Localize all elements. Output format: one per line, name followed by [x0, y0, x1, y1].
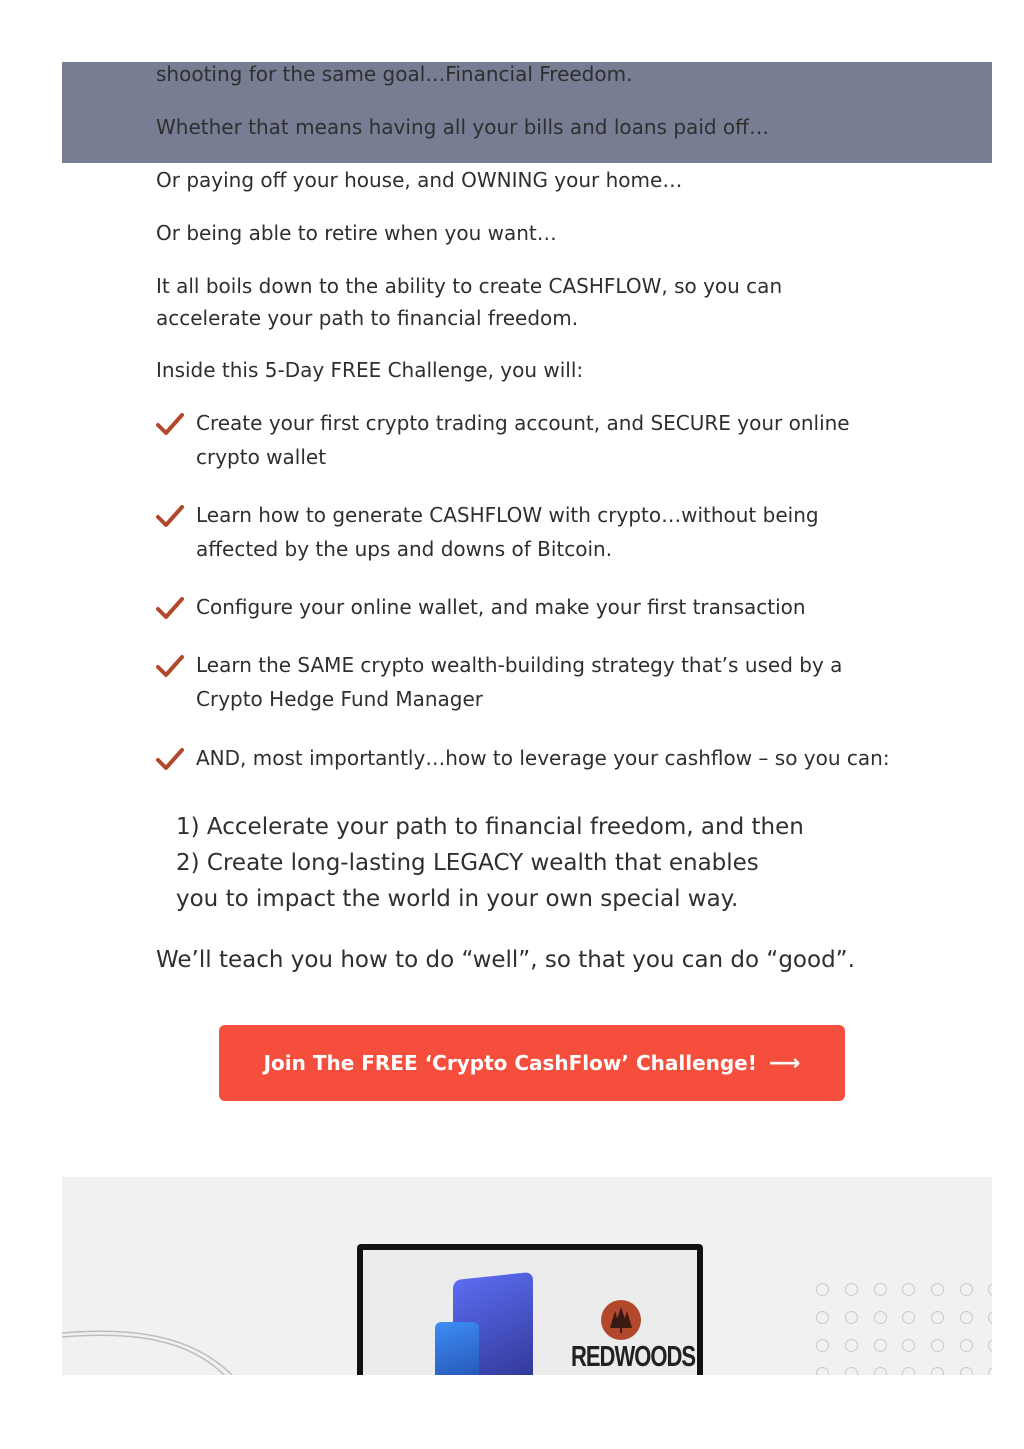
- intro-line-bills: Whether that means having all your bills and loans paid off…: [156, 115, 769, 139]
- join-challenge-label: Join The FREE ‘Crypto CashFlow’ Challenge!: [263, 1051, 757, 1075]
- checklist-item-text: AND, most importantly…how to leverage your cashflow – so you can:: [196, 746, 890, 770]
- intro-line-challenge: Inside this 5-Day FREE Challenge, you will:: [156, 358, 584, 382]
- sublist-item-legacy: 2) Create long-lasting LEGACY wealth that enables: [176, 850, 759, 876]
- laptop-mockup: [357, 1244, 703, 1375]
- checkmark-icon: [156, 596, 184, 620]
- checklist-item: [156, 741, 896, 775]
- join-challenge-button[interactable]: [219, 1025, 845, 1101]
- checkmark-icon: [156, 747, 184, 771]
- checklist-item-text: Configure your online wallet, and make your first transaction: [196, 595, 806, 619]
- redwoods-tree-logo-icon: [601, 1300, 641, 1340]
- checklist-item-text: Learn the SAME crypto wealth-building strategy that’s used by a Crypto Hedge Fund Manager: [196, 653, 843, 711]
- checkmark-icon: [156, 654, 184, 678]
- checkmark-icon: [156, 504, 184, 528]
- checklist-item: [156, 590, 896, 624]
- decorative-curve-lines: [62, 1317, 262, 1375]
- intro-line-cashflow: It all boils down to the ability to create CASHFLOW, so you can accelerate your path to financial freedom.: [156, 274, 783, 330]
- checkmark-icon: [156, 412, 184, 436]
- checklist-item-text: Create your first crypto trading account, and SECURE your online crypto wallet: [196, 411, 850, 469]
- checklist-item: [156, 406, 896, 474]
- checklist-item: [156, 498, 896, 566]
- intro-line-house: Or paying off your house, and OWNING your home…: [156, 168, 683, 192]
- intro-line-retire: Or being able to retire when you want…: [156, 221, 557, 245]
- laptop-screen: [363, 1250, 697, 1375]
- intro-line-goal: shooting for the same goal…Financial Freedom.: [156, 62, 633, 86]
- sublist-item-impact: you to impact the world in your own special way.: [176, 886, 739, 912]
- arrow-right-icon: ⟶: [768, 1050, 801, 1076]
- product-showcase-section: [62, 1177, 992, 1375]
- sublist-item-accelerate: 1) Accelerate your path to financial freedom, and then: [176, 814, 804, 840]
- checklist-item: [156, 648, 896, 716]
- checklist-item-text: Learn how to generate CASHFLOW with crypto…without being affected by the ups and downs of Bitcoin.: [196, 503, 819, 561]
- redwoods-logo-text: REDWOODS: [571, 1340, 695, 1373]
- closing-statement: We’ll teach you how to do “well”, so that you can do “good”.: [156, 947, 855, 973]
- wallet-app-phone-image: [435, 1322, 479, 1375]
